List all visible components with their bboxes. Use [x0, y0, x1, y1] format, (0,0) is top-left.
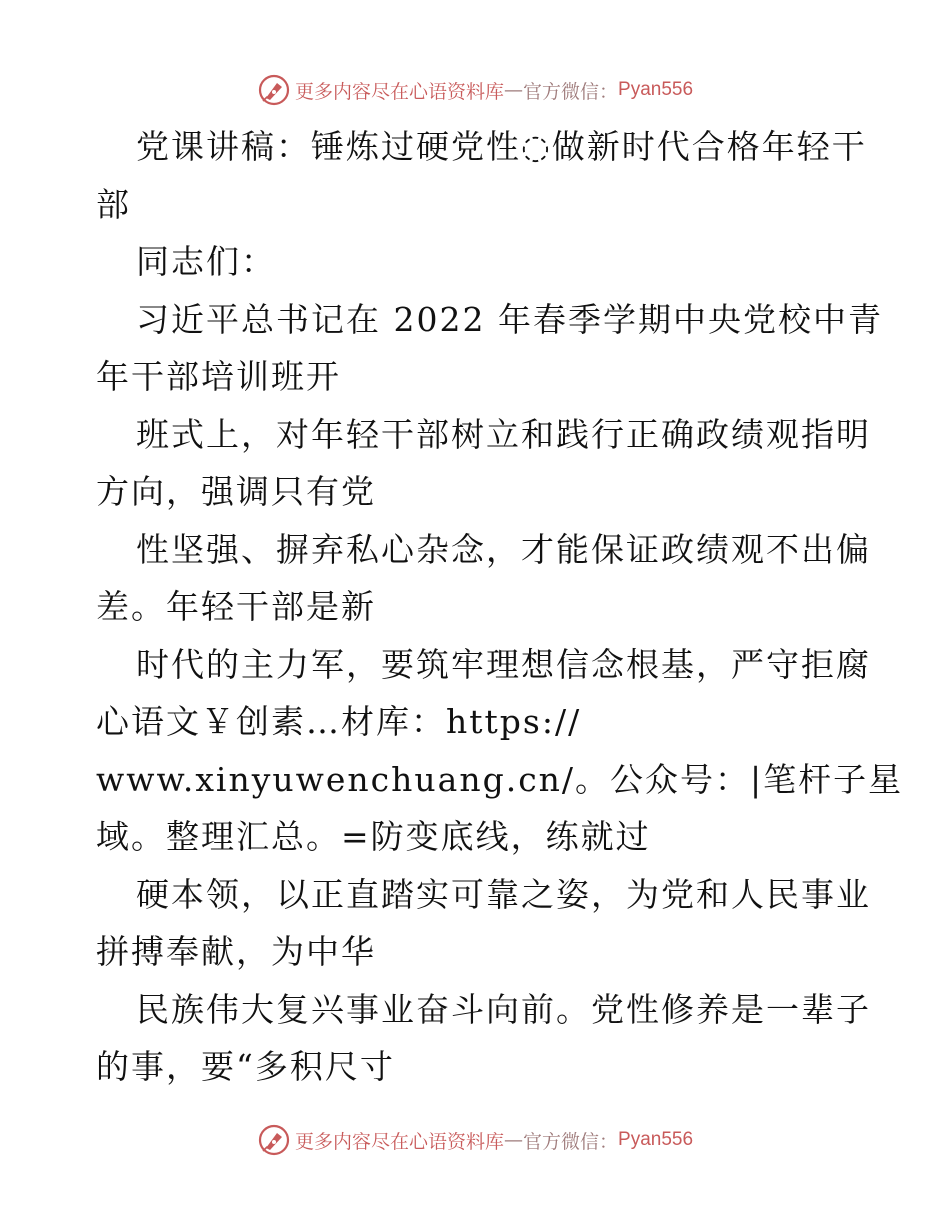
paragraph-line: 心语文￥创素…材库：https:// [96, 702, 582, 741]
watermark-text: 更多内容尽在心语资料库 [294, 1130, 504, 1153]
watermark-wechat-id: Pyan556 [618, 79, 694, 100]
paragraph-line: 差。年轻干部是新 [96, 587, 376, 626]
pen-nib-logo-icon [257, 1123, 291, 1157]
paragraph-line: 拼搏奉献，为中华 [96, 932, 376, 971]
paragraph-line: 的事，要“多积尺寸 [96, 1047, 395, 1086]
paragraph-line: 班式上，对年轻干部树立和践行正确政绩观指明 [136, 414, 871, 454]
pen-nib-logo-icon [257, 73, 291, 107]
watermark-wechat-id: Pyan556 [618, 1129, 694, 1150]
paragraph-line: 方向，强调只有党 [96, 472, 376, 511]
paragraph-line: 民族伟大复兴事业奋斗向前。党性修养是一辈子 [136, 989, 871, 1029]
watermark-official-label: 官方微信 [522, 1130, 599, 1153]
paragraph-line: 硬本领，以正直踏实可靠之姿，为党和人民事业 [136, 874, 871, 914]
watermark-colon: ： [599, 80, 619, 103]
watermark-official-label: 官方微信 [522, 80, 599, 103]
paragraph-line: 习近平总书记在 2022 年春季学期中央党校中青 [136, 299, 883, 339]
paragraph-line: 时代的主力军，要筑牢理想信念根基，严守拒腐 [136, 644, 871, 684]
watermark-colon: ： [599, 1130, 619, 1153]
header-watermark [0, 70, 950, 110]
footer-watermark [0, 1120, 950, 1160]
paragraph-line: 性坚强、摒弃私心杂念，才能保证政绩观不出偏 [136, 529, 871, 569]
paragraph-line: 域。整理汇总。=防变底线，练就过 [96, 817, 651, 856]
salutation: 同志们： [136, 242, 276, 281]
paragraph-line: 年干部培训班开 [96, 357, 341, 396]
document-title-continued: 部 [96, 184, 131, 224]
watermark-separator: — [503, 79, 523, 101]
watermark-text: 更多内容尽在心语资料库 [294, 80, 504, 103]
document-body [96, 118, 904, 1096]
document-title: 党课讲稿：锤炼过硬党性◌做新时代合格年轻干 [136, 127, 867, 166]
watermark-separator: — [503, 1129, 523, 1151]
paragraph-line: www.xinyuwenchuang.cn/。公众号：|笔杆子星 [96, 759, 904, 799]
